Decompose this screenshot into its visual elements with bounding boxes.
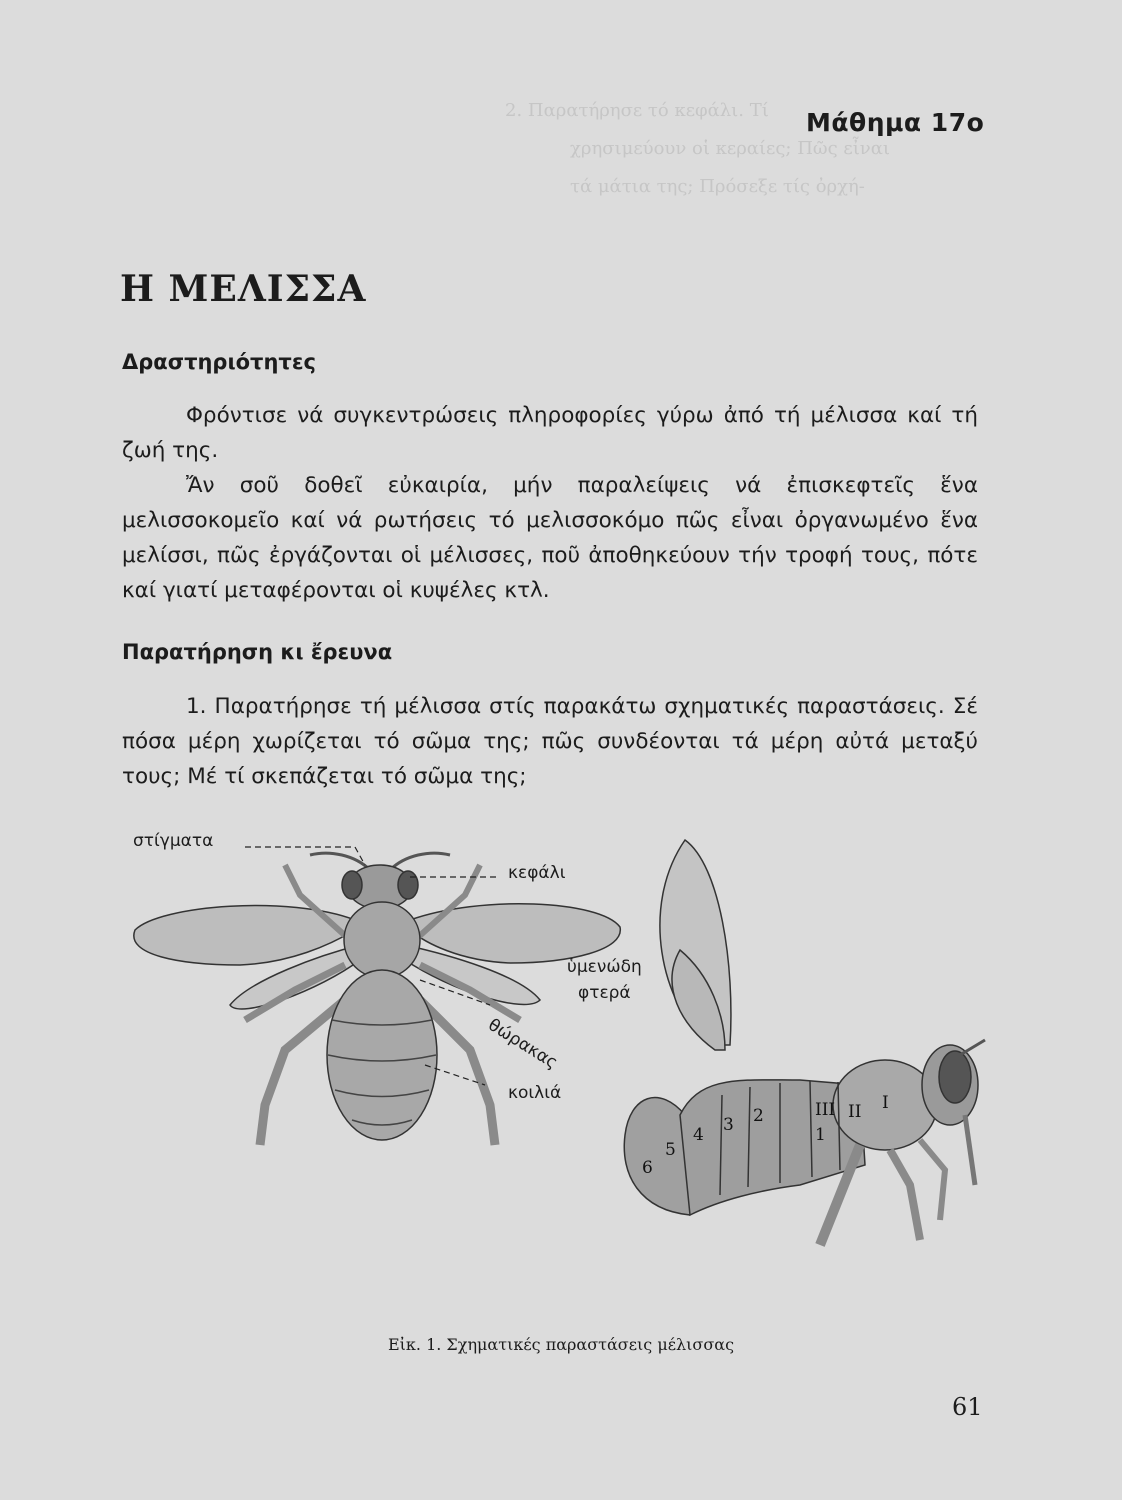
paragraph: Ἄν σοῦ δοθεῖ εὐκαιρία, μήν παραλείψεις νά ἐπισκεφτεῖς ἕνα μελισσοκομεῖο καί νά ρωτήσεις τό μελισσοκόμο πῶς εἶναι ὀργανωμένο ἕνα μελίσσι, πῶς ἐργάζονται οἱ μέλισσες, ποῦ ἀποθηκεύουν τήν τροφή τους, πότε καί γιατί μεταφέρονται οἱ κυψέλες κτλ.	[122, 473, 978, 603]
segment-number: I	[882, 1093, 889, 1113]
eye	[342, 871, 362, 899]
label-head: κεφάλι	[508, 863, 566, 883]
paragraph: 1. Παρατήρησε τή μέλισσα στίς παρακάτω σχηματικές παραστάσεις. Σέ πόσα μέρη χωρίζεται τό σῶμα της; πῶς συνδέονται τά μέρη αὐτά μεταξύ τους; Μέ τί σκεπάζεται τό σῶμα της;	[122, 694, 978, 789]
label-wings: ὑμενώδη	[567, 957, 642, 977]
segment-number: III	[815, 1100, 836, 1120]
observation-text	[122, 689, 978, 794]
segment-number: 4	[693, 1125, 704, 1145]
antenna	[310, 853, 370, 870]
lesson-number: Μάθημα 17ο	[806, 108, 985, 137]
segment-number: 5	[665, 1140, 676, 1160]
bleed-through-line: τά μάτια της; Πρόσεξε τίς ὀρχή-	[570, 176, 865, 197]
side-leg	[890, 1150, 920, 1240]
abdomen	[327, 970, 437, 1140]
antenna	[390, 853, 450, 870]
side-eye	[939, 1051, 971, 1103]
label-stigmata: στίγματα	[133, 831, 214, 851]
bee-side-view	[624, 840, 985, 1245]
label-abdomen: κοιλιά	[508, 1083, 562, 1103]
activities-text	[122, 398, 978, 608]
figure-caption: Εἰκ. 1. Σχηματικές παραστάσεις μέλισσας	[387, 1335, 735, 1354]
page-number: 61	[952, 1393, 983, 1421]
paragraph: Φρόντισε νά συγκεντρώσεις πληροφορίες γύρω ἀπό τή μέλισσα καί τή ζωή της.	[122, 403, 978, 463]
segment-number: 1	[815, 1125, 826, 1145]
segment-number: 6	[642, 1158, 653, 1178]
page-title: Η ΜΕΛΙΣΣΑ	[120, 268, 367, 310]
bee-figure	[120, 815, 1000, 1255]
segment-number: 3	[723, 1115, 734, 1135]
side-antenna	[960, 1040, 985, 1055]
section-heading-activities: Δραστηριότητες	[122, 350, 316, 374]
segment-number: II	[848, 1102, 862, 1122]
bleed-through-line: χρησιμεύουν οἱ κεραίες; Πῶς εἶναι	[570, 138, 890, 159]
side-leg	[920, 1140, 945, 1220]
label-thorax: θώρακας	[484, 1015, 562, 1074]
segment-number: 2	[753, 1106, 764, 1126]
eye	[398, 871, 418, 899]
section-heading-observation: Παρατήρηση κι ἔρευνα	[122, 640, 393, 664]
thorax	[344, 902, 420, 978]
label-wings: φτερά	[578, 983, 631, 1003]
proboscis	[965, 1115, 975, 1185]
bleed-through-line: 2. Παρατήρησε τό κεφάλι. Τί	[505, 100, 769, 121]
